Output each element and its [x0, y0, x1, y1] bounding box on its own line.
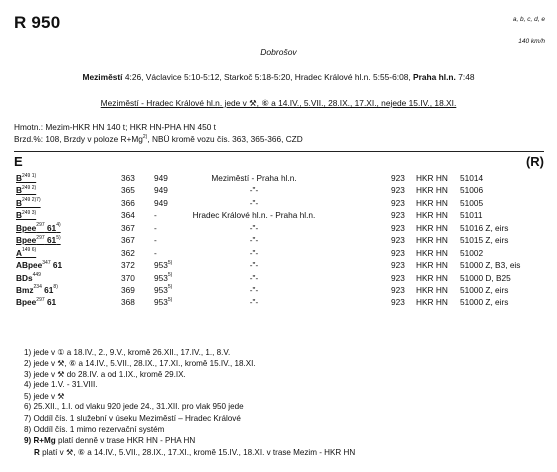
car-type-sup: 449 [32, 272, 41, 278]
car-depot: HKR HN [416, 247, 448, 258]
car-number: 369 [121, 284, 135, 295]
car-route: Meziměstí - Praha hl.n. [211, 173, 297, 183]
footnotes [24, 347, 355, 458]
footnote-item [24, 380, 355, 391]
car-station: 953$^{5)}$ [154, 259, 173, 271]
brake-suffix: , NBÜ kromě vozu čís. 363, 365-366, CZD [147, 134, 303, 144]
car-route: -"- [249, 297, 259, 308]
car-type-code: ABpee [16, 260, 43, 271]
route-end: Praha hl.n. [413, 72, 456, 82]
footnote-item [24, 369, 355, 380]
footnote-text: 1) jede v ① a 18.IV., 2., 9.V., kromě 26.XII., 17.IV., 1., 8.V. [24, 348, 231, 357]
car-station: 953$^{5)}$ [154, 272, 173, 283]
car-code: 51016 Z, eirs [460, 222, 509, 233]
car-type-code: B [16, 197, 22, 208]
footnote-item [24, 402, 355, 413]
car-depot: HKR HN [416, 210, 448, 221]
car-route: Hradec Králové hl.n. - Praha hl.n. [192, 210, 316, 221]
car-rw: 923 [391, 260, 405, 271]
car-station: 949 [154, 197, 168, 208]
footnote-item [24, 436, 355, 447]
car-number: 368 [121, 297, 135, 308]
footnote-text: 5) jede v ⚒ [24, 392, 65, 402]
car-type [16, 248, 36, 258]
car-route: -"- [249, 260, 259, 271]
car-type [16, 173, 36, 183]
footnote-item [24, 358, 355, 369]
car-number: 362 [121, 247, 135, 258]
car-rw: 923 [391, 222, 405, 233]
car-type-suffix-sup: 8) [53, 284, 58, 291]
car-number: 364 [121, 210, 135, 221]
car-type-sup: 347 [42, 259, 51, 266]
car-type [16, 235, 61, 245]
car-route: -"- [249, 197, 259, 208]
car-number: 363 [121, 173, 135, 183]
car-rw: 923 [391, 297, 405, 308]
car-rw: 923 [391, 272, 405, 283]
car-type-code: B [16, 173, 22, 183]
car-code: 51002 [460, 247, 484, 258]
car-type-code: Bpee [16, 222, 37, 233]
car-rw: 923 [391, 235, 405, 246]
car-station: 949 [154, 185, 168, 196]
max-speed: 140 km/h [518, 38, 545, 45]
car-station: - [154, 235, 157, 246]
car-station-sup: 5) [167, 259, 173, 266]
car-route: -"- [249, 222, 259, 233]
car-station-sup: 5) [167, 272, 173, 278]
route-start-time: 4:26 [124, 72, 142, 82]
car-code: 51005 [460, 197, 484, 208]
service-note: Meziměstí - Hradec Králové hl.n. jede v ⚒, ⑥ a 14.IV., 5.VII., 28.IX., 17.XI., nejede 15.IV., 18.XI. [100, 98, 457, 108]
car-number: 372 [121, 260, 135, 271]
footnote-text: platí denně v trase HKR HN - PHA HN [55, 435, 196, 445]
weight-info: Hmotn.: Mezim-HKR HN 140 t; HKR HN-PHA HN 450 t [14, 122, 216, 132]
car-route: -"- [249, 272, 259, 283]
car-station: - [154, 247, 157, 258]
car-type-suffix: 61 [44, 297, 57, 308]
car-code: 51000 D, B25 [460, 272, 511, 283]
car-depot: HKR HN [416, 185, 448, 196]
car-type-code: A [16, 247, 22, 258]
car-number: 366 [121, 197, 135, 208]
car-station: - [154, 210, 157, 221]
car-depot: HKR HN [416, 272, 448, 283]
brake-info [14, 134, 303, 144]
route-intermediate-stops: , Václavice 5:10-5:12, Starkoč 5:18-5:20, Hradec Králové hl.n. 5:55-6:08, [141, 72, 414, 82]
car-type-sup: 297 [36, 222, 45, 229]
footnote-item [24, 391, 355, 402]
car-depot: HKR HN [416, 222, 448, 233]
car-depot: HKR HN [416, 284, 448, 295]
section-label-r: (R) [525, 154, 544, 169]
car-depot: HKR HN [416, 260, 448, 271]
brake-prefix: Brzd.%: 108, Brzdy v poloze R+Mg [14, 134, 143, 144]
car-number: 365 [121, 185, 135, 196]
car-number: 367 [121, 235, 135, 246]
car-type-code: BDs [16, 272, 33, 283]
car-type-suffix: 61 [41, 284, 54, 295]
car-depot: HKR HN [416, 235, 448, 246]
car-rw: 923 [391, 197, 405, 208]
car-type-suffix: 61 [50, 260, 63, 271]
car-route: -"- [249, 284, 259, 295]
car-route: -"- [249, 235, 259, 246]
route-start: Meziměstí [82, 72, 123, 82]
footnote-bold: 9) R+Mg [24, 435, 56, 445]
car-type-code: B [16, 185, 22, 196]
car-station: 949 [154, 173, 168, 183]
train-number: R 950 [14, 13, 61, 32]
car-type-sup: 234 [33, 284, 42, 291]
car-code: 51000 Z, eirs [460, 284, 509, 295]
footnote-text: 6) 25.XII., 1.I. od vlaku 920 jede 24., 31.XII. pro vlak 950 jede [24, 402, 244, 412]
car-type-code: Bmz [16, 284, 34, 295]
car-type [16, 198, 41, 208]
car-type [16, 285, 58, 295]
car-station: 953$^{5)}$ [154, 296, 173, 308]
car-type-sup: 249 3) [22, 209, 37, 216]
car-code: 51014 [460, 173, 484, 183]
car-type-sup: 249 2) [22, 184, 37, 191]
car-code: 51000 Z, B3, eis [460, 260, 521, 271]
car-station-sup: 5) [167, 296, 173, 303]
car-station: - [154, 222, 157, 233]
car-type-sup: 297 [36, 234, 45, 241]
car-type-sup: 149 6) [22, 247, 37, 254]
car-type [16, 185, 36, 195]
car-depot: HKR HN [416, 197, 448, 208]
car-type-code: B [16, 210, 22, 221]
train-name: Dobrošov [260, 47, 297, 57]
footnote-item [24, 347, 355, 358]
footnote-text: 4) jede 1.V. - 31.VIII. [24, 380, 98, 390]
car-type-sup: 249 1) [22, 172, 37, 179]
route-end-time: 7:48 [458, 72, 475, 82]
car-type-suffix: 61 [44, 235, 57, 246]
car-type [16, 260, 62, 270]
car-rw: 923 [391, 210, 405, 221]
car-type-suffix-sup: 5) [56, 234, 61, 241]
car-type-suffix: 61 [44, 222, 57, 233]
footnote-item [24, 414, 355, 425]
car-type [16, 297, 56, 307]
footnote-text: 2) jede v ⚒, ⑥ a 14.IV., 5.VII., 28.IX., 17.XI., kromě 15.IV., 18.XI. [24, 359, 256, 369]
car-route: -"- [249, 247, 259, 258]
car-code: 51006 [460, 185, 484, 196]
car-code: 51000 Z, eirs [460, 297, 509, 308]
car-rw: 923 [391, 173, 405, 183]
footnote-text: 8) Oddíl čís. 1 mimo rezervační systém [24, 424, 165, 434]
car-rw: 923 [391, 185, 405, 196]
car-type [16, 210, 36, 220]
car-route: -"- [249, 185, 259, 196]
footnote-text: 7) Oddíl čís. 1 služební v úseku Meziměstí – Hradec Králové [24, 413, 241, 423]
car-rw: 923 [391, 247, 405, 258]
footnote-text: 3) jede v ⚒ do 28.IV. a od 1.IX., kromě 29.IX. [24, 370, 186, 380]
car-type-suffix-sup: 4) [56, 222, 61, 229]
footnote-item [24, 447, 355, 458]
car-code: 51011 [460, 210, 483, 221]
footnote-text: platí v ⚒, ⑥ a 14.IV., 5.VII., 28.IX., 17.XI., kromě 15.IV., 18.XI. v trase Mezim - HKR HN [39, 447, 356, 457]
car-rw: 923 [391, 284, 405, 295]
route-timetable [0, 72, 557, 82]
car-number: 370 [121, 272, 135, 283]
car-type-sup: 249 2)7) [22, 197, 41, 204]
footnote-item [24, 425, 355, 436]
car-type [16, 223, 61, 233]
car-depot: HKR HN [416, 173, 448, 183]
car-type-sup: 297 [36, 296, 45, 303]
car-code: 51015 Z, eirs [460, 235, 509, 246]
section-label-e: E [14, 154, 23, 169]
operating-days-codes: a, b, c, d, e [512, 16, 545, 23]
car-number: 367 [121, 222, 135, 233]
brake-footnote: 2) [142, 134, 148, 141]
car-depot: HKR HN [416, 297, 448, 308]
car-station-sup: 5) [167, 284, 173, 291]
car-type-code: Bpee [16, 297, 37, 308]
car-type [16, 273, 41, 283]
footnote-bold: R [34, 447, 40, 457]
car-type-code: Bpee [16, 235, 37, 246]
car-station: 953$^{5)}$ [154, 284, 173, 295]
section-divider [14, 151, 544, 152]
